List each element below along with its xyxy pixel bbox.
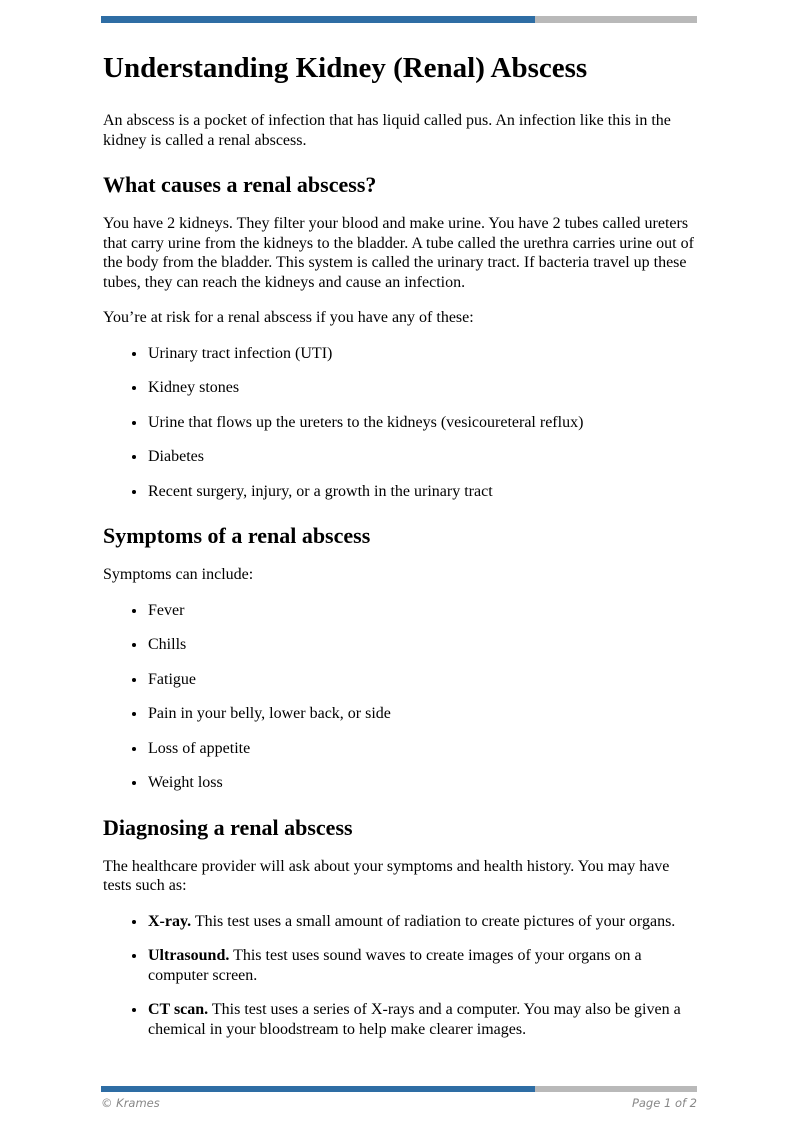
list-item: Loss of appetite bbox=[103, 739, 698, 759]
tests-list bbox=[103, 912, 698, 1040]
test-name: Ultrasound. bbox=[148, 947, 230, 964]
list-item: Pain in your belly, lower back, or side bbox=[103, 704, 698, 724]
risk-factor-list bbox=[103, 344, 698, 502]
test-name: CT scan. bbox=[148, 1001, 209, 1018]
footer-accent-bar bbox=[101, 1086, 697, 1092]
test-name: X-ray. bbox=[148, 912, 192, 930]
footer-copyright: © Krames bbox=[101, 1096, 160, 1110]
list-item bbox=[103, 1000, 698, 1039]
causes-heading: What causes a renal abscess? bbox=[103, 172, 377, 197]
list-item: Urine that flows up the ureters to the kidneys (vesicoureteral reflux) bbox=[103, 413, 698, 433]
symptoms-list bbox=[103, 601, 698, 793]
intro-paragraph: An abscess is a pocket of infection that has liquid called pus. An infection like this in the kidney is called a renal abscess. bbox=[103, 112, 671, 149]
list-item: Kidney stones bbox=[103, 378, 698, 398]
list-item: Recent surgery, injury, or a growth in the urinary tract bbox=[103, 482, 698, 502]
page-title: Understanding Kidney (Renal) Abscess bbox=[103, 52, 588, 84]
list-item bbox=[103, 946, 698, 985]
diagnosing-heading: Diagnosing a renal abscess bbox=[103, 814, 353, 840]
test-description: This test uses a series of X-rays and a computer. You may also be given a chemical in your bloodstream to help make clearer images. bbox=[148, 1001, 681, 1038]
symptoms-intro-paragraph: Symptoms can include: bbox=[103, 566, 254, 583]
causes-paragraph: You have 2 kidneys. They filter your blood and make urine. You have 2 tubes called ureters that carry urine from the kidneys to the bladder. A tube called the urethra carries urine out of the body from the bladder. This system is called the urinary tract. If bacteria travel up these tubes, they can reach the kidneys and cause an infection. bbox=[103, 215, 694, 291]
footer-page-number: Page 1 of 2 bbox=[631, 1096, 697, 1110]
document-body bbox=[103, 0, 698, 1053]
test-description: This test uses a small amount of radiation to create pictures of your organs. bbox=[191, 912, 676, 930]
test-description: This test uses sound waves to create images of your organs on a computer screen. bbox=[148, 947, 642, 984]
diagnosing-intro-paragraph: The healthcare provider will ask about your symptoms and health history. You may have tests such as: bbox=[103, 857, 670, 894]
page-footer bbox=[101, 1096, 697, 1110]
list-item: Fatigue bbox=[103, 670, 698, 690]
symptoms-heading: Symptoms of a renal abscess bbox=[103, 523, 371, 548]
list-item: Fever bbox=[103, 601, 698, 621]
footer-accent-bar-blue-segment bbox=[101, 1086, 535, 1092]
list-item bbox=[103, 912, 698, 932]
list-item: Weight loss bbox=[103, 773, 698, 793]
risk-intro-paragraph: You’re at risk for a renal abscess if you have any of these: bbox=[103, 309, 474, 326]
list-item: Diabetes bbox=[103, 447, 698, 467]
list-item: Chills bbox=[103, 635, 698, 655]
list-item: Urinary tract infection (UTI) bbox=[103, 344, 698, 364]
footer-accent-bar-gray-segment bbox=[535, 1086, 697, 1092]
